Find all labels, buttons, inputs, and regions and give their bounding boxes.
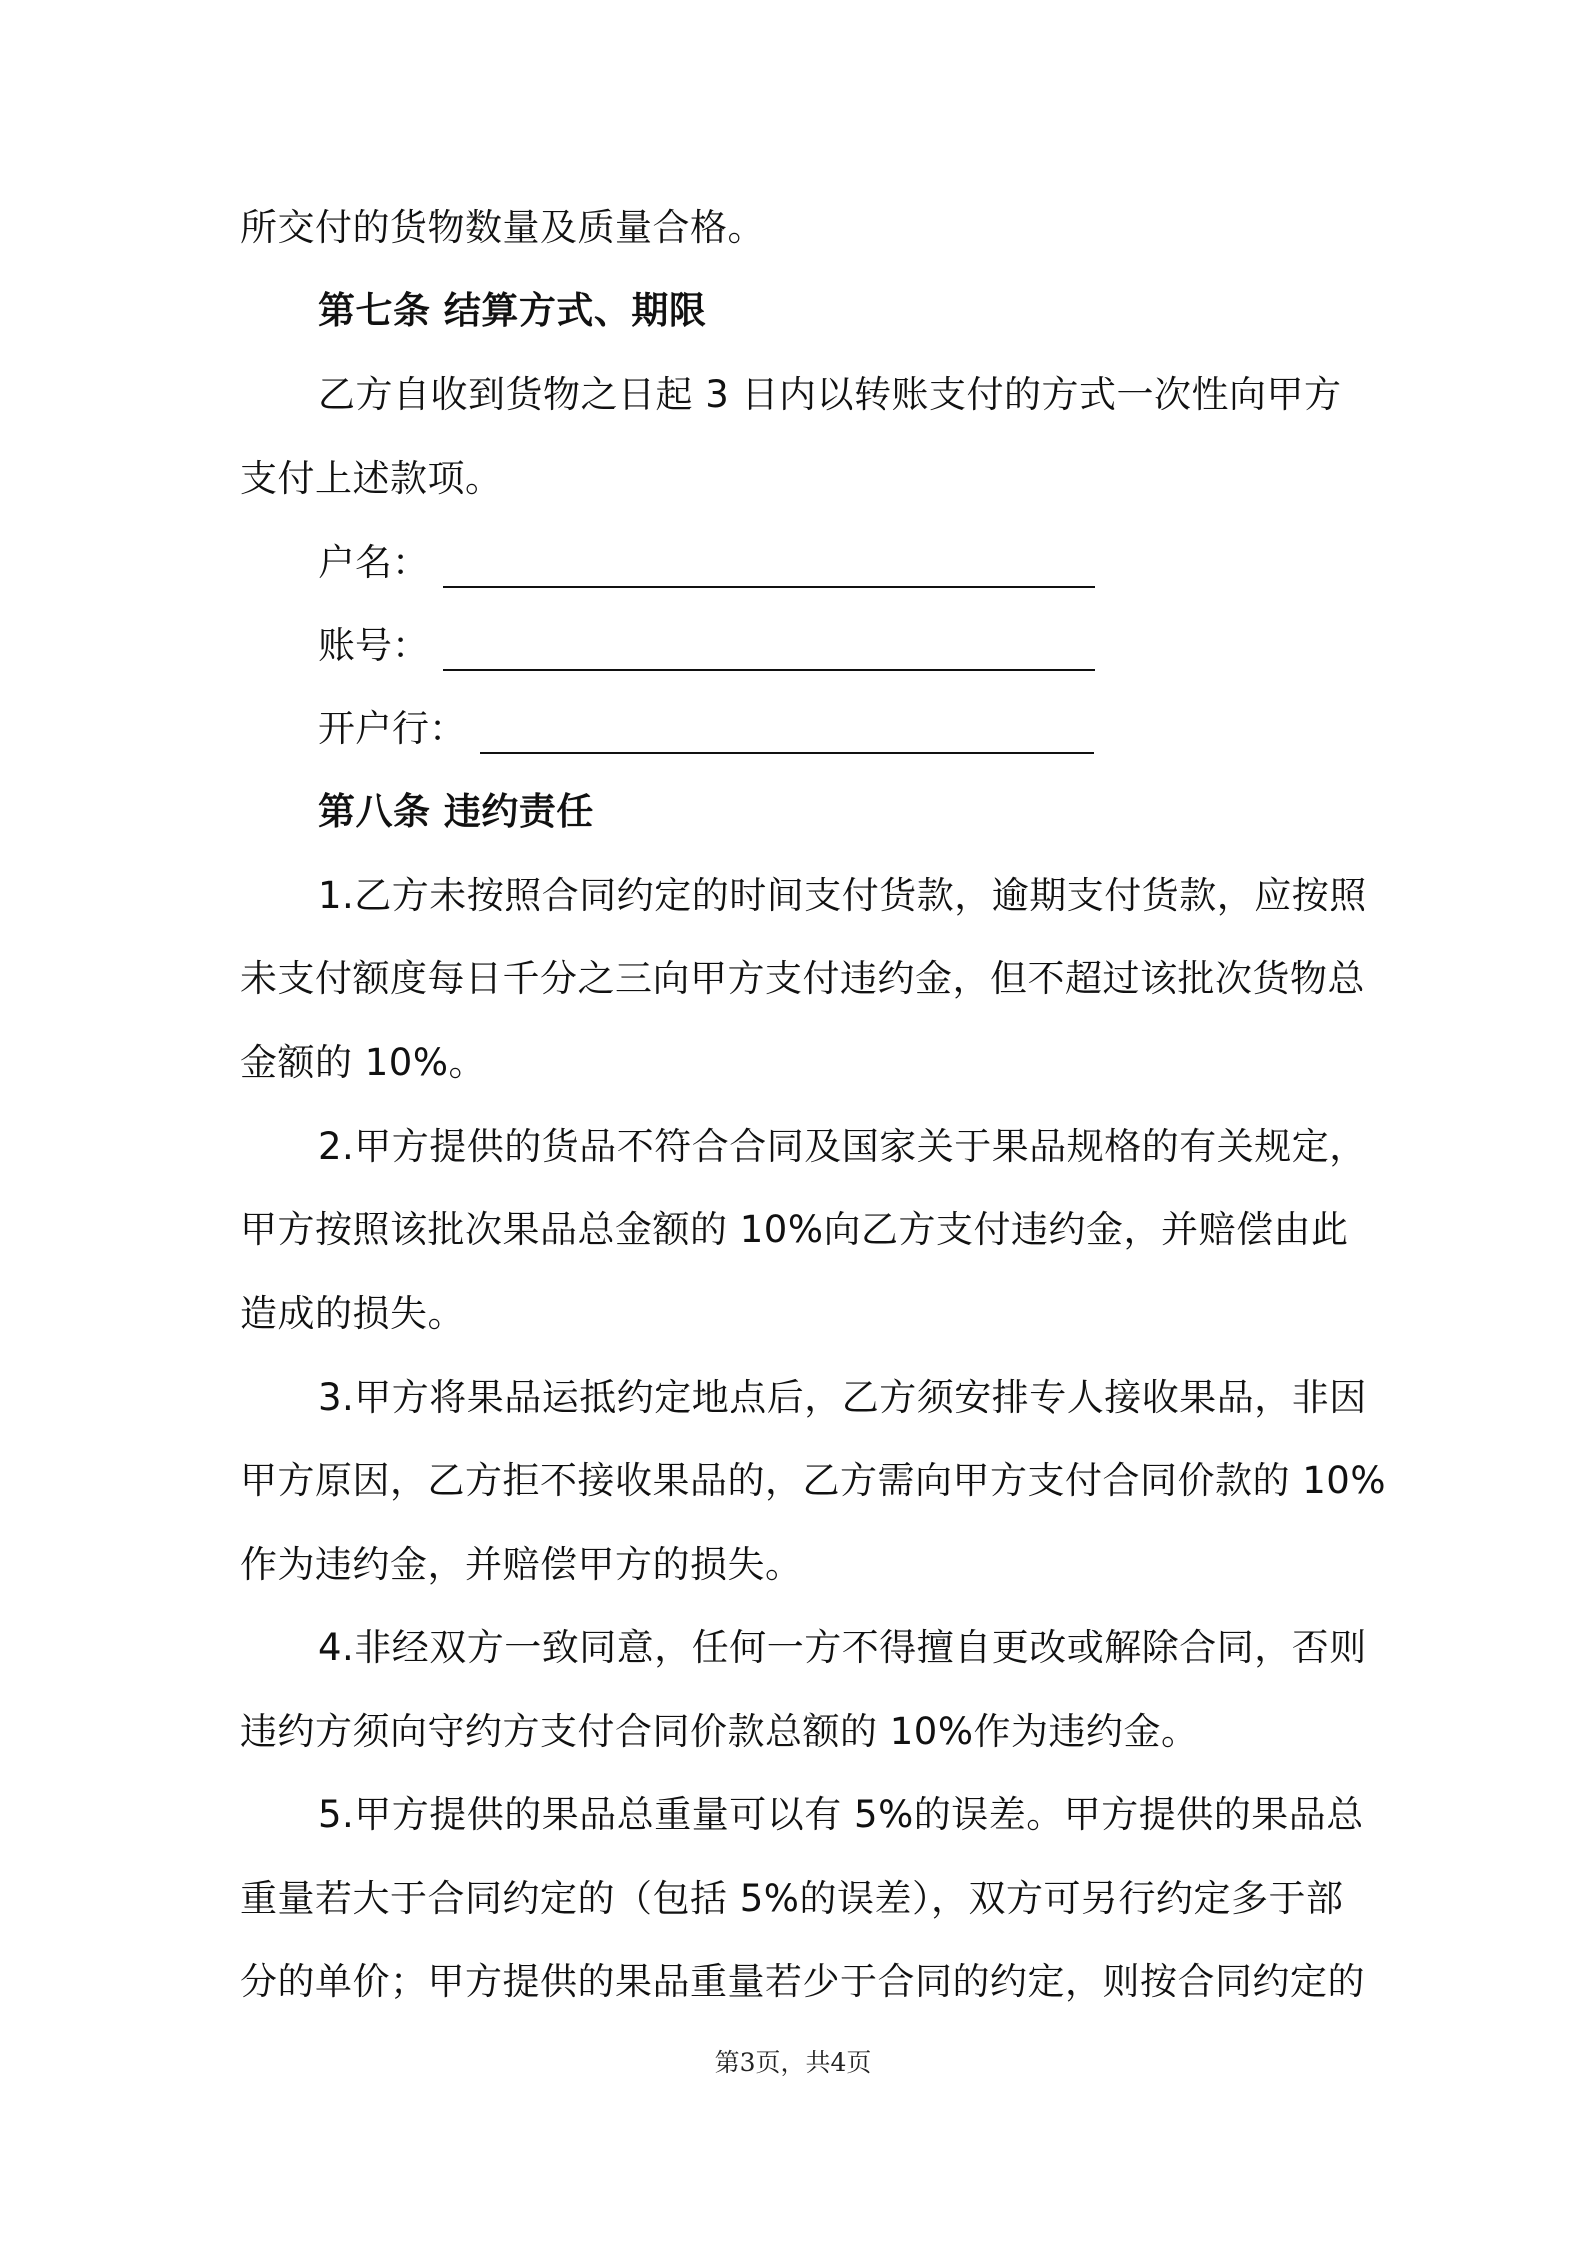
paragraph-line: 金额的 10%。 (240, 1041, 486, 1084)
paragraph-line: 造成的损失。 (240, 1292, 465, 1335)
account-number-row (318, 621, 1095, 671)
paragraph-line: 2.甲方提供的货品不符合合同及国家关于果品规格的有关规定， (318, 1125, 1367, 1168)
bank-row (318, 704, 1094, 754)
account-name-blank (443, 546, 1095, 588)
paragraph-line: 作为违约金，并赔偿甲方的损失。 (240, 1543, 803, 1586)
section-heading-7: 第七条 结算方式、期限 (318, 289, 707, 332)
paragraph-line: 乙方自收到货物之日起 3 日内以转账支付的方式一次性向甲方 (318, 373, 1342, 416)
account-name-label: 户名： (318, 541, 429, 584)
paragraph-line: 违约方须向守约方支付合同价款总额的 10%作为违约金。 (240, 1710, 1199, 1753)
paragraph-line: 甲方按照该批次果品总金额的 10%向乙方支付违约金，并赔偿由此 (240, 1208, 1349, 1251)
bank-blank (480, 712, 1094, 754)
paragraph-line: 重量若大于合同约定的（包括 5%的误差），双方可另行约定多于部 (240, 1877, 1344, 1920)
section-heading-8: 第八条 违约责任 (318, 790, 594, 833)
account-name-row (318, 538, 1095, 588)
paragraph-line: 甲方原因，乙方拒不接收果品的，乙方需向甲方支付合同价款的 10% (240, 1459, 1386, 1502)
bank-label: 开户行： (318, 707, 466, 750)
paragraph-line: 分的单价；甲方提供的果品重量若少于合同的约定，则按合同约定的 (240, 1960, 1365, 2003)
page-number-footer: 第3页，共4页 (714, 2048, 872, 2077)
paragraph-line: 3.甲方将果品运抵约定地点后，乙方须安排专人接收果品，非因 (318, 1376, 1367, 1419)
paragraph-line: 4.非经双方一致同意，任何一方不得擅自更改或解除合同，否则 (318, 1626, 1367, 1669)
paragraph-line: 未支付额度每日千分之三向甲方支付违约金，但不超过该批次货物总 (240, 957, 1365, 1000)
account-number-blank (443, 629, 1095, 671)
paragraph-line: 1.乙方未按照合同约定的时间支付货款，逾期支付货款，应按照 (318, 874, 1367, 917)
paragraph-line: 5.甲方提供的果品总重量可以有 5%的误差。甲方提供的果品总 (318, 1793, 1364, 1836)
account-number-label: 账号： (318, 624, 429, 667)
paragraph-line: 所交付的货物数量及质量合格。 (240, 206, 765, 249)
paragraph-line: 支付上述款项。 (240, 457, 503, 500)
